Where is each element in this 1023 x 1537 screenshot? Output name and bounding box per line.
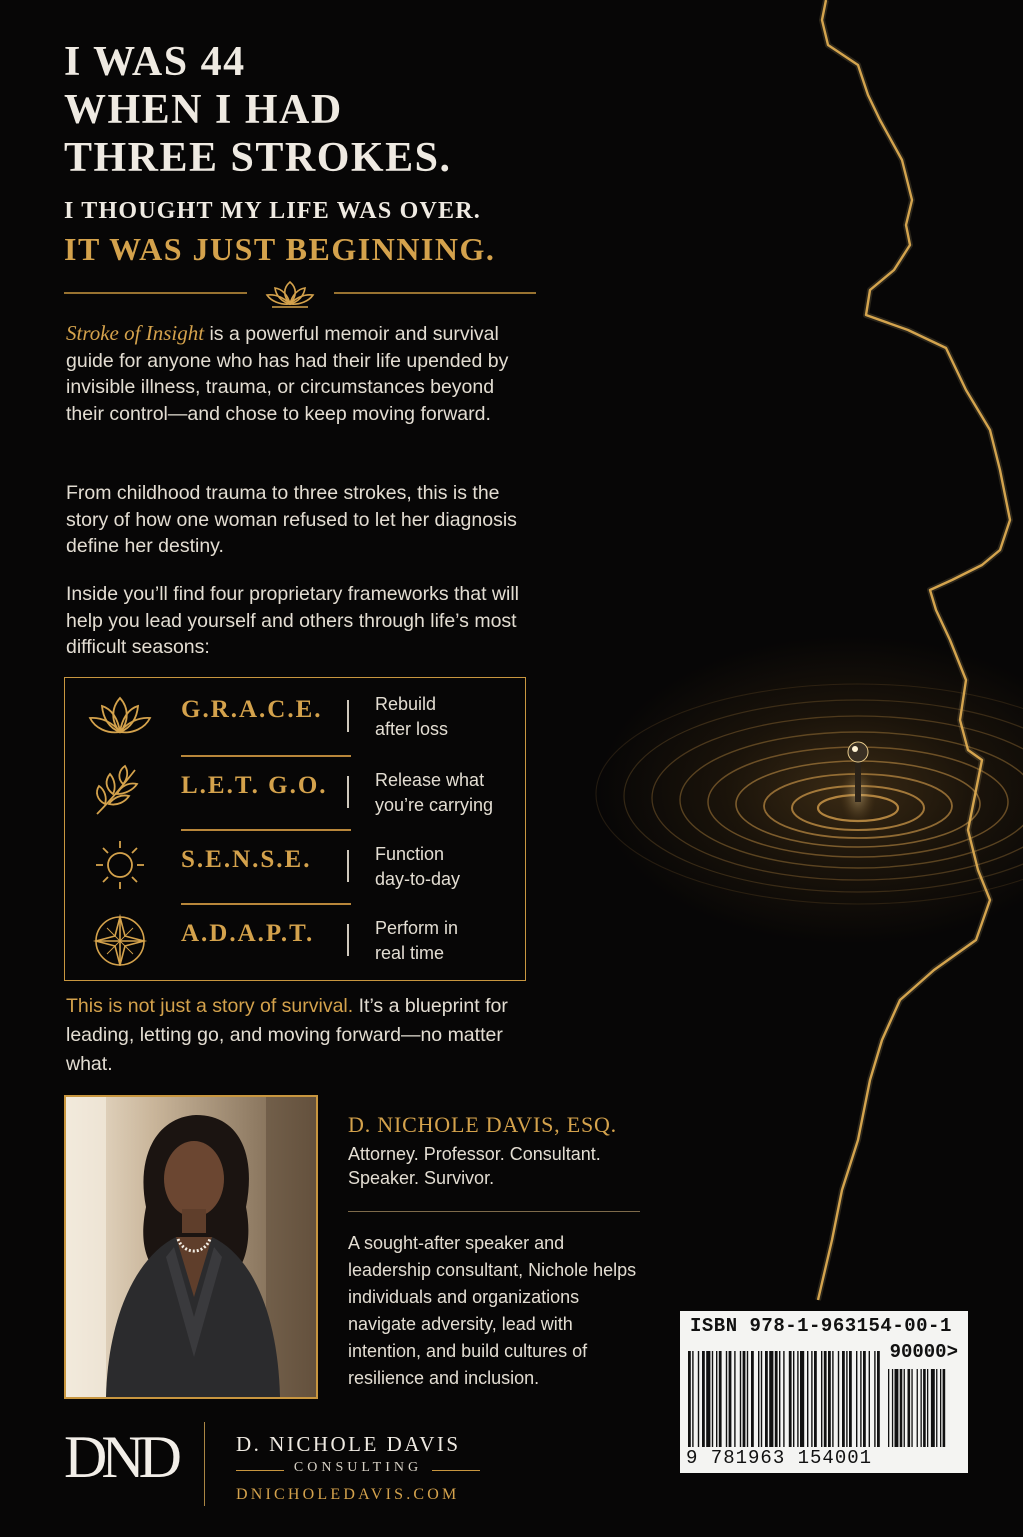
headline bbox=[64, 38, 604, 268]
framework-divider bbox=[347, 924, 349, 956]
isbn-number: ISBN 978-1-963154-00-1 bbox=[690, 1315, 952, 1337]
author-divider bbox=[348, 1211, 640, 1212]
framework-row bbox=[65, 828, 525, 902]
barcode-bar bbox=[758, 1351, 759, 1447]
headline-line-4: I THOUGHT MY LIFE WAS OVER. bbox=[64, 198, 481, 224]
lotus-divider bbox=[64, 280, 536, 310]
barcode-bar bbox=[860, 1351, 861, 1447]
barcode-bar bbox=[940, 1369, 941, 1447]
barcode-bar bbox=[828, 1351, 831, 1447]
framework-name: G.R.A.C.E. bbox=[181, 696, 323, 723]
barcode-bar bbox=[943, 1369, 946, 1447]
headline-line-3: THREE STROKES. bbox=[64, 135, 452, 181]
company-subtitle: CONSULTING bbox=[293, 1460, 423, 1475]
barcode-digits: 9 781963 154001 bbox=[686, 1447, 962, 1469]
book-title: Stroke of Insight bbox=[66, 321, 205, 345]
barcode-bar bbox=[892, 1369, 893, 1447]
company-name: D. NICHOLE DAVIS bbox=[236, 1432, 461, 1456]
author-roles: Attorney. Professor. Consultant. Speaker. Survivor. bbox=[348, 1144, 601, 1188]
barcode-bar bbox=[856, 1351, 857, 1447]
barcode-bar bbox=[783, 1351, 784, 1447]
author-photo bbox=[64, 1095, 318, 1399]
framework-name: L.E.T. G.O. bbox=[181, 772, 328, 799]
framework-description: Perform in real time bbox=[375, 918, 459, 963]
barcode-bar bbox=[877, 1351, 880, 1447]
barcode-bar bbox=[846, 1351, 847, 1447]
barcode-bar bbox=[712, 1351, 713, 1447]
barcode-bar bbox=[874, 1351, 875, 1447]
author-bio: A sought-after speaker and leadership consultant, Nichole helps individuals and organizations navigate adversity, lead with intention, and build cultures of resilience and inclusion. bbox=[348, 1233, 637, 1388]
logo-divider bbox=[204, 1422, 205, 1506]
barcode-bar bbox=[811, 1351, 812, 1447]
barcode-bar bbox=[797, 1351, 798, 1447]
gold-crack-line bbox=[818, 0, 1010, 1300]
intro-paragraph bbox=[66, 320, 536, 427]
barcode-bar bbox=[769, 1351, 773, 1447]
barcode-bar bbox=[927, 1369, 928, 1447]
framework-divider bbox=[347, 700, 349, 732]
barcode-bar bbox=[800, 1351, 804, 1447]
barcode-bar bbox=[751, 1351, 754, 1447]
framework-row bbox=[65, 902, 525, 976]
framework-row bbox=[65, 678, 525, 752]
barcode-bar bbox=[688, 1351, 691, 1447]
framework-row bbox=[65, 754, 525, 828]
paragraph-3: Inside you’ll find four proprietary frameworks that will help you lead yourself and others through life’s most difficult seasons: bbox=[66, 583, 520, 658]
barcode-bar bbox=[931, 1369, 935, 1447]
closing-highlight: This is not just a story of survival. bbox=[66, 995, 354, 1017]
barcode-bar bbox=[747, 1351, 748, 1447]
sun-icon bbox=[85, 838, 155, 892]
company-url: DNICHOLEDAVIS.COM bbox=[236, 1486, 460, 1503]
headline-line-1: I WAS 44 bbox=[64, 39, 246, 85]
barcode-bar bbox=[692, 1351, 693, 1447]
barcode-bar bbox=[719, 1351, 722, 1447]
paragraph-2: From childhood trauma to three strokes, this is the story of how one woman refused to let her diagnosis define her destiny. bbox=[66, 482, 517, 557]
barcode-bar bbox=[869, 1351, 870, 1447]
framework-name: A.D.A.P.T. bbox=[181, 920, 315, 947]
framework-divider bbox=[347, 776, 349, 808]
barcode-bar bbox=[814, 1351, 817, 1447]
leaf-branch-icon bbox=[85, 764, 155, 818]
barcode-bar bbox=[821, 1351, 822, 1447]
barcode-bar bbox=[824, 1351, 827, 1447]
headline-line-2: WHEN I HAD bbox=[64, 87, 343, 133]
barcode-bar bbox=[734, 1351, 735, 1447]
barcode-bar bbox=[921, 1369, 922, 1447]
barcode-bar bbox=[832, 1351, 833, 1447]
barcode-bar bbox=[863, 1351, 866, 1447]
water-drop bbox=[840, 742, 876, 825]
barcode-bar bbox=[779, 1351, 780, 1447]
barcode-bar bbox=[765, 1351, 768, 1447]
barcode-bar bbox=[849, 1351, 852, 1447]
barcode-bar bbox=[740, 1351, 741, 1447]
author-name: D. NICHOLE DAVIS, ESQ. bbox=[348, 1112, 617, 1137]
barcode-bar bbox=[729, 1351, 732, 1447]
barcode-bar bbox=[743, 1351, 746, 1447]
barcode-bar bbox=[716, 1351, 717, 1447]
barcode-bar bbox=[706, 1351, 710, 1447]
barcode-bar bbox=[888, 1369, 889, 1447]
price-code: 90000> bbox=[889, 1341, 958, 1363]
framework-description: Function day-to-day bbox=[375, 844, 461, 889]
headline-line-5: IT WAS JUST BEGINNING. bbox=[64, 231, 496, 267]
barcode-bar bbox=[726, 1351, 727, 1447]
lotus-icon bbox=[85, 688, 155, 742]
barcode-bar bbox=[911, 1369, 912, 1447]
barcode-bar bbox=[807, 1351, 808, 1447]
barcode-bar bbox=[838, 1351, 839, 1447]
closing-paragraph bbox=[66, 992, 536, 1079]
frameworks-box bbox=[64, 677, 526, 981]
barcode-bar bbox=[904, 1369, 905, 1447]
barcode-bar bbox=[702, 1351, 705, 1447]
barcode-bar bbox=[900, 1369, 903, 1447]
framework-description: Release what you’re carrying bbox=[375, 770, 494, 815]
barcode-bar bbox=[895, 1369, 899, 1447]
framework-divider bbox=[347, 850, 349, 882]
barcode-bar bbox=[936, 1369, 937, 1447]
barcode-bar bbox=[908, 1369, 911, 1447]
barcode-bar bbox=[923, 1369, 926, 1447]
barcode-bar bbox=[793, 1351, 794, 1447]
intro-text: is a powerful memoir and survival guide for anyone who has had their life upended by invisible illness, trauma, or circumstances beyond their control—and chose to keep moving forward. bbox=[66, 323, 509, 425]
dnd-logo: DND bbox=[64, 1424, 176, 1490]
barcode-bar bbox=[775, 1351, 778, 1447]
lotus-icon bbox=[267, 282, 313, 307]
barcode-bar bbox=[789, 1351, 792, 1447]
compass-icon bbox=[85, 912, 155, 966]
barcode-bar bbox=[761, 1351, 762, 1447]
barcode-bar bbox=[698, 1351, 699, 1447]
framework-name: S.E.N.S.E. bbox=[181, 846, 312, 873]
framework-description: Rebuild after loss bbox=[375, 694, 449, 739]
barcode-bar bbox=[842, 1351, 845, 1447]
company-sub-line-right bbox=[432, 1470, 480, 1471]
isbn-barcode bbox=[680, 1311, 968, 1473]
barcode-bar bbox=[917, 1369, 918, 1447]
closing-text: It’s a blueprint for leading, letting go, and moving forward—no matter what. bbox=[66, 995, 508, 1075]
